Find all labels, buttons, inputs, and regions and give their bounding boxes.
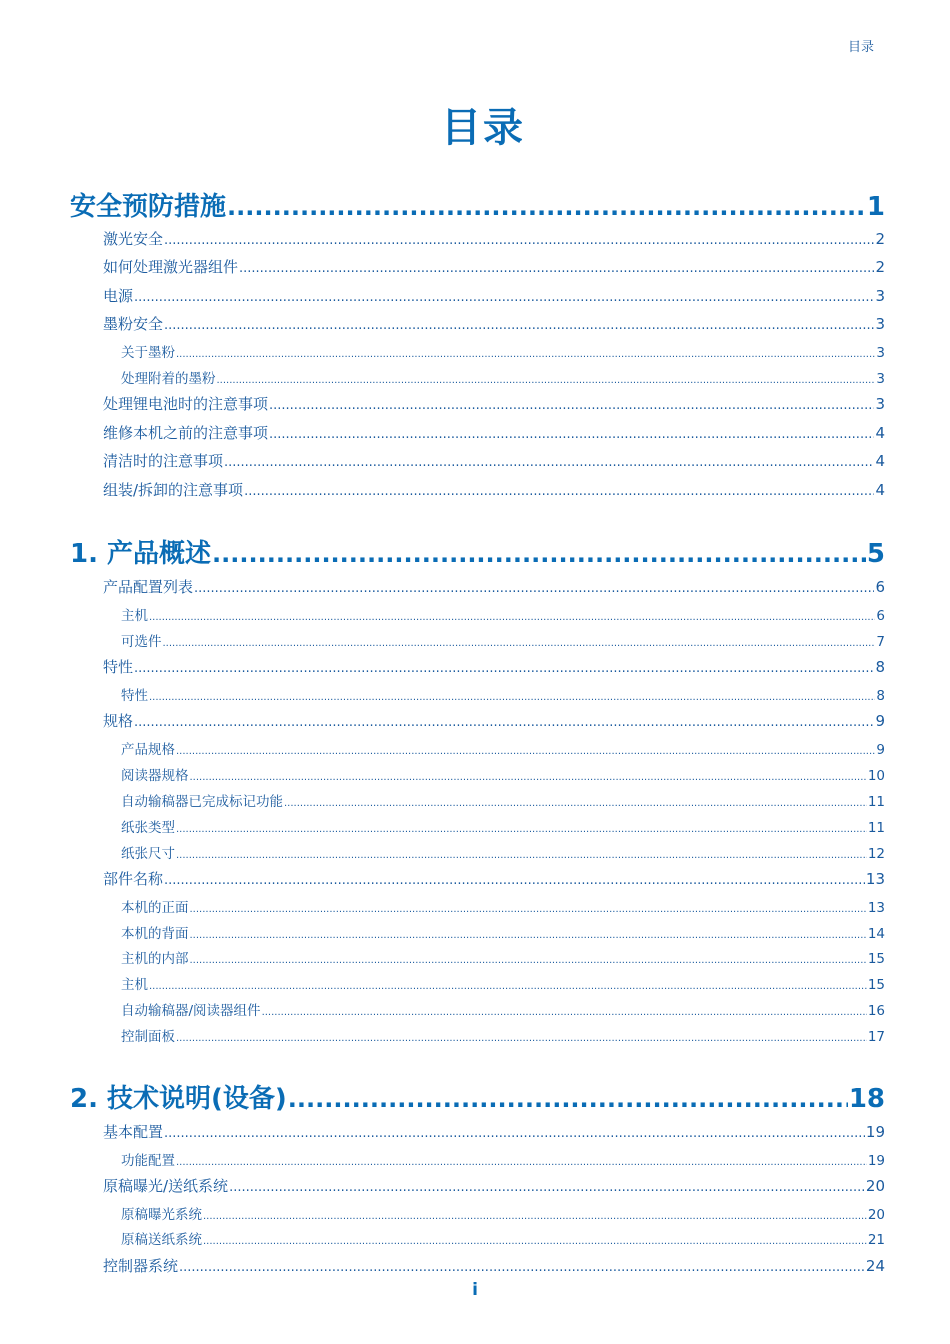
toc-subentry-row[interactable] (121, 1203, 885, 1223)
dot-leader (190, 772, 867, 783)
toc-entry-row[interactable] (103, 228, 885, 250)
toc-page-number: 13 (865, 870, 885, 888)
toc-subentry-title: 关于墨粉 (121, 345, 175, 361)
page-title: 目录 (441, 105, 525, 151)
toc-page-number: 10 (867, 768, 885, 784)
toc-entry-row[interactable] (103, 285, 885, 307)
toc-page-number: 9 (876, 742, 885, 758)
toc-subentry-row[interactable] (121, 1149, 885, 1169)
dot-leader (244, 484, 874, 499)
toc-page-number: 15 (867, 951, 885, 967)
dot-leader (134, 290, 874, 305)
toc-subentry-row[interactable] (121, 947, 885, 967)
toc-page-number: 2 (875, 258, 885, 276)
toc-entry-row[interactable] (103, 479, 885, 501)
toc-subentry-title: 原稿曝光系统 (121, 1207, 202, 1223)
toc-subentry-row[interactable] (121, 842, 885, 862)
toc-subentry-row[interactable] (121, 764, 885, 784)
dot-leader (227, 193, 866, 221)
toc-section-title: 安全预防措施 (70, 192, 227, 222)
toc-entry-title: 电源 (103, 287, 134, 305)
toc-page-number: 17 (867, 1029, 885, 1045)
toc-subentry-title: 本机的背面 (121, 926, 189, 942)
toc-subentry-title: 主机的内部 (121, 951, 189, 967)
toc-subentry-row[interactable] (121, 816, 885, 836)
toc-entry-row[interactable] (103, 710, 885, 732)
toc-subentry-title: 功能配置 (121, 1153, 175, 1169)
toc-subentry-title: 自动输稿器已完成标记功能 (121, 794, 283, 810)
dot-leader (217, 375, 876, 386)
toc-page-number: 3 (875, 287, 885, 305)
toc-page-number: 1 (866, 192, 885, 222)
toc-page-number: 8 (876, 688, 885, 704)
toc-subentry-row[interactable] (121, 684, 885, 704)
toc-subentry-row[interactable] (121, 630, 885, 650)
dot-leader (176, 824, 867, 835)
toc-page-number: 9 (875, 712, 885, 730)
toc-subentry-title: 处理附着的墨粉 (121, 371, 216, 387)
toc-entry-title: 规格 (103, 712, 134, 730)
toc-section-row[interactable] (70, 186, 885, 222)
dot-leader (176, 746, 875, 757)
dot-leader (224, 455, 874, 470)
toc-page-number: 2 (875, 230, 885, 248)
toc-section-title: 1. 产品概述 (70, 539, 212, 569)
dot-leader (164, 233, 874, 248)
toc-subentry-title: 特性 (121, 688, 148, 704)
toc-subentry-title: 自动输稿器/阅读器组件 (121, 1003, 261, 1019)
toc-subentry-row[interactable] (121, 738, 885, 758)
dot-leader (239, 261, 874, 276)
dot-leader (284, 798, 867, 809)
dot-leader (149, 692, 875, 703)
toc-entry-title: 维修本机之前的注意事项 (103, 424, 269, 442)
toc-page-number: 14 (867, 926, 885, 942)
toc-page-number: 3 (876, 371, 885, 387)
toc-page-number: 4 (875, 424, 885, 442)
dot-leader (149, 981, 867, 992)
dot-leader (163, 638, 876, 649)
toc-section-row[interactable] (70, 1078, 885, 1114)
toc-entry-row[interactable] (103, 576, 885, 598)
toc-subentry-row[interactable] (121, 341, 885, 361)
dot-leader (269, 427, 874, 442)
dot-leader (149, 612, 875, 623)
dot-leader (203, 1236, 867, 1247)
toc-entry-row[interactable] (103, 256, 885, 278)
toc-subentry-title: 控制面板 (121, 1029, 175, 1045)
toc-entry-title: 激光安全 (103, 230, 164, 248)
toc-page-number: 4 (875, 481, 885, 499)
toc-entry-title: 处理锂电池时的注意事项 (103, 395, 269, 413)
toc-entry-row[interactable] (103, 393, 885, 415)
dot-leader (288, 1085, 848, 1113)
toc-page-number: 20 (867, 1207, 885, 1223)
toc-subentry-row[interactable] (121, 922, 885, 942)
toc-page-number: 15 (867, 977, 885, 993)
toc-entry-title: 墨粉安全 (103, 315, 164, 333)
running-header: 目录 (848, 40, 875, 55)
toc-subentry-title: 纸张类型 (121, 820, 175, 836)
toc-page-number: 7 (876, 634, 885, 650)
toc-subentry-row[interactable] (121, 1025, 885, 1045)
dot-leader (194, 581, 874, 596)
toc-entry-row[interactable] (103, 1255, 885, 1277)
toc-entry-row[interactable] (103, 1175, 885, 1197)
toc-entry-title: 产品配置列表 (103, 578, 194, 596)
dot-leader (190, 930, 867, 941)
toc-subentry-row[interactable] (121, 367, 885, 387)
toc-section-title: 2. 技术说明(设备) (70, 1084, 287, 1114)
toc-page-number: 4 (875, 452, 885, 470)
toc-entry-title: 控制器系统 (103, 1257, 179, 1275)
dot-leader (176, 349, 875, 360)
toc-section-row[interactable] (70, 533, 885, 569)
dot-leader (176, 850, 867, 861)
dot-leader (179, 1260, 865, 1275)
toc-subentry-title: 原稿送纸系统 (121, 1232, 202, 1248)
toc-subentry-row[interactable] (121, 790, 885, 810)
toc-subentry-title: 产品规格 (121, 742, 175, 758)
toc-page-number: 16 (867, 1003, 885, 1019)
toc-page-number: 11 (867, 794, 885, 810)
toc-subentry-title: 主机 (121, 977, 148, 993)
toc-page-number: 3 (875, 315, 885, 333)
toc-page-number: 8 (875, 658, 885, 676)
toc-page-number: 13 (867, 900, 885, 916)
dot-leader (176, 1157, 867, 1168)
toc-entry-row[interactable] (103, 450, 885, 472)
toc-page-number: 19 (865, 1123, 885, 1141)
dot-leader (134, 715, 874, 730)
toc-entry-title: 原稿曝光/送纸系统 (103, 1177, 229, 1195)
toc-page-number: 19 (867, 1153, 885, 1169)
toc-entry-row[interactable] (103, 313, 885, 335)
dot-leader (190, 904, 867, 915)
toc-entry-title: 如何处理激光器组件 (103, 258, 239, 276)
toc-page-number: 20 (865, 1177, 885, 1195)
toc-page-number: 6 (875, 578, 885, 596)
toc-page-number: 12 (867, 846, 885, 862)
toc-subentry-row[interactable] (121, 896, 885, 916)
dot-leader (262, 1007, 867, 1018)
dot-leader (164, 318, 874, 333)
toc-entry-row[interactable] (103, 422, 885, 444)
toc-entry-title: 部件名称 (103, 870, 164, 888)
toc-page-number: 3 (876, 345, 885, 361)
dot-leader (190, 955, 867, 966)
toc-subentry-row[interactable] (121, 1228, 885, 1248)
dot-leader (164, 1126, 865, 1141)
toc-subentry-row[interactable] (121, 999, 885, 1019)
toc-entry-title: 清洁时的注意事项 (103, 452, 224, 470)
toc-page-number: 6 (876, 608, 885, 624)
toc-entry-title: 特性 (103, 658, 134, 676)
toc-page-number: 3 (875, 395, 885, 413)
toc-subentry-title: 阅读器规格 (121, 768, 189, 784)
dot-leader (203, 1211, 867, 1222)
dot-leader (134, 661, 874, 676)
dot-leader (212, 540, 866, 568)
toc-subentry-title: 主机 (121, 608, 148, 624)
dot-leader (176, 1033, 867, 1044)
toc-entry-row[interactable] (103, 868, 885, 890)
toc-subentry-title: 本机的正面 (121, 900, 189, 916)
toc-page-number: 21 (867, 1232, 885, 1248)
toc-entry-row[interactable] (103, 1121, 885, 1143)
toc-subentry-title: 可选件 (121, 634, 162, 650)
page-number: i (472, 1280, 478, 1300)
dot-leader (164, 873, 865, 888)
dot-leader (229, 1180, 865, 1195)
toc-page-number: 11 (867, 820, 885, 836)
toc-page-number: 24 (865, 1257, 885, 1275)
dot-leader (269, 398, 874, 413)
toc-entry-title: 基本配置 (103, 1123, 164, 1141)
toc-subentry-row[interactable] (121, 973, 885, 993)
toc-page-number: 18 (848, 1084, 885, 1114)
toc-entry-title: 组装/拆卸的注意事项 (103, 481, 244, 499)
toc-subentry-row[interactable] (121, 604, 885, 624)
toc-subentry-title: 纸张尺寸 (121, 846, 175, 862)
toc-entry-row[interactable] (103, 656, 885, 678)
toc-page-number: 5 (866, 539, 885, 569)
